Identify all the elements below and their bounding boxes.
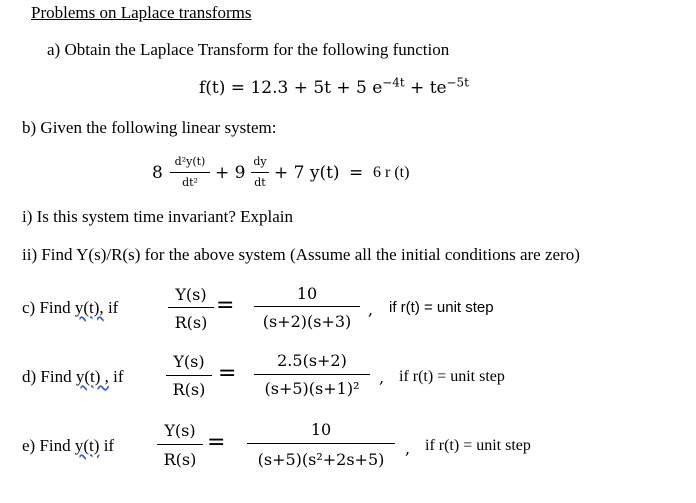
part-c-condition: if r(t) = unit step	[389, 299, 494, 316]
part-b-d2y-den: dt²	[182, 176, 198, 189]
part-d-label	[22, 367, 124, 387]
part-d-func: y(t) ,	[75, 367, 109, 386]
part-b-equals: =	[349, 163, 364, 183]
part-b-plus9: + 9	[215, 163, 246, 183]
part-c-num: 10	[296, 284, 318, 303]
part-c-ratio-den: R(s)	[174, 313, 208, 332]
part-e-comma: ,	[405, 439, 411, 458]
part-ii-text: ii) Find Y(s)/R(s) for the above system (Assume all the initial conditions are zero)	[22, 245, 580, 264]
part-e-prefix: e) Find	[22, 436, 75, 455]
part-c-equals: =	[216, 293, 235, 318]
part-d-if: if	[108, 367, 124, 386]
part-e-ratio-num: Y(s)	[164, 421, 196, 440]
part-d-ratio-den: R(s)	[172, 380, 206, 399]
part-d-comma: ,	[379, 368, 385, 387]
part-d-equals: =	[218, 361, 237, 386]
part-e-func: y(t)	[74, 436, 100, 455]
part-b-dy-fraction-line	[251, 172, 269, 173]
part-d-den: (s+5)(s+1)²	[264, 379, 360, 398]
part-b-prompt: b) Given the following linear system:	[22, 118, 277, 137]
part-a-equation	[199, 75, 469, 98]
part-d-fraction-line	[254, 374, 370, 375]
page-title: Problems on Laplace transforms	[31, 3, 252, 22]
part-e-ratio-line	[157, 444, 203, 445]
part-a-exp1: −4t	[382, 75, 405, 90]
part-c-label	[22, 298, 118, 318]
part-b-d2y-num: d²y(t)	[174, 155, 206, 168]
part-i-text: i) Is this system time invariant? Explain	[22, 207, 294, 226]
part-b-rhs: 6 r (t)	[373, 164, 410, 181]
part-e-den: (s+5)(s²+2s+5)	[257, 450, 385, 469]
part-d-ratio-num: Y(s)	[173, 352, 205, 371]
part-b-dy-den: dt	[254, 176, 266, 189]
part-e-fraction-line	[247, 443, 395, 444]
part-c-fraction-line	[254, 306, 360, 307]
part-e-label	[22, 436, 114, 456]
part-d-condition: if r(t) = unit step	[399, 368, 505, 385]
part-c-if: if	[103, 298, 119, 317]
part-a-lhs: f(t) = 12.3 + 5t + 5 e	[199, 78, 383, 98]
part-b-plus7: + 7 y(t)	[274, 163, 340, 183]
part-b-d2y-fraction-line	[170, 172, 210, 173]
part-e-condition: if r(t) = unit step	[425, 437, 531, 454]
part-d-prefix: d) Find	[22, 367, 76, 386]
part-b-coef8: 8	[152, 163, 163, 183]
part-d-ratio-line	[166, 375, 212, 376]
part-c-ratio-num: Y(s)	[175, 285, 207, 304]
part-c-den: (s+2)(s+3)	[262, 312, 352, 331]
part-e-ratio-den: R(s)	[163, 450, 197, 469]
part-c-prefix: c) Find	[22, 298, 75, 317]
part-e-equals: =	[207, 430, 226, 455]
part-e-num: 10	[310, 420, 332, 439]
part-e-if: if	[99, 436, 115, 455]
part-c-ratio-line	[168, 307, 214, 308]
part-c-func: y(t),	[74, 298, 104, 317]
part-b-dy-num: dy	[253, 155, 267, 168]
part-d-num: 2.5(s+2)	[277, 351, 347, 370]
part-a-mid: + te	[404, 78, 447, 98]
part-c-comma: ,	[368, 300, 374, 319]
part-a-exp2: −5t	[446, 75, 469, 90]
part-a-prompt: a) Obtain the Laplace Transform for the following function	[47, 40, 450, 59]
